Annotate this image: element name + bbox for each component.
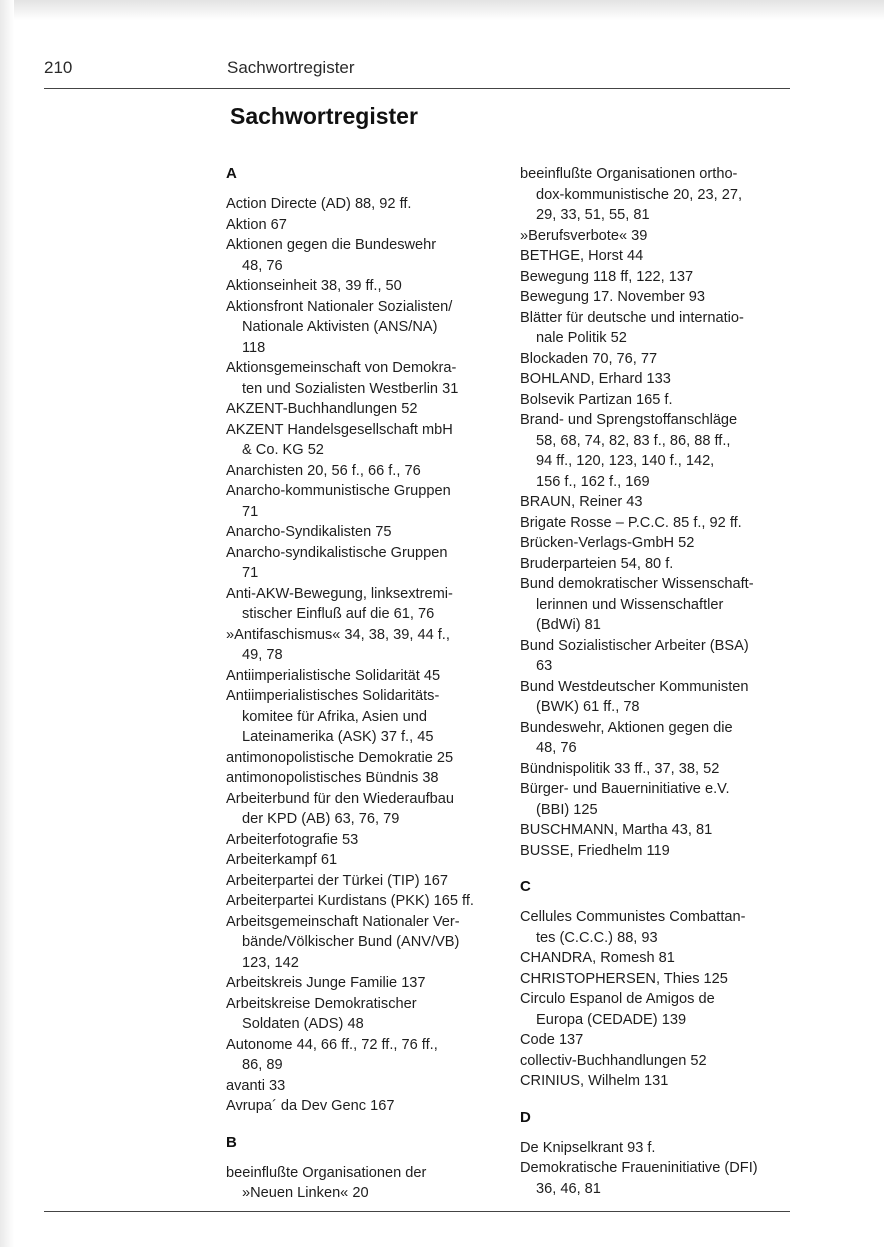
index-entry: Bund Westdeutscher Kommunisten (BWK) 61 ff., 78	[520, 678, 749, 715]
index-entry: Arbeitsgemeinschaft Nationaler Ver- bände/Völkischer Bund (ANV/VB) 123, 142	[226, 913, 460, 971]
page-header	[44, 58, 790, 82]
index-entry: Anarchisten 20, 56 f., 66 f., 76	[226, 462, 421, 479]
section-letter: C	[520, 878, 531, 895]
index-entry: AKZENT-Buchhandlungen 52	[226, 401, 418, 417]
index-entry: Arbeiterbund für den Wiederaufbau der KPD (AB) 63, 76, 79	[226, 790, 454, 827]
index-section	[520, 164, 792, 861]
index-entry: Bewegung 17. November 93	[520, 289, 705, 305]
section-spacer	[520, 1092, 792, 1108]
index-entry: Circulo Espanol de Amigos de Europa (CEDADE) 139	[520, 991, 715, 1028]
index-entry: Aktionsgemeinschaft von Demokra- ten und Sozialisten Westberlin 31	[226, 360, 459, 397]
index-entry: Brücken-Verlags-GmbH 52	[520, 535, 695, 551]
index-entry: beeinflußte Organisationen der »Neuen Linken« 20	[226, 1164, 427, 1201]
section-letter: D	[520, 1108, 531, 1126]
index-entry: Bolsevik Partizan 165 f.	[520, 391, 673, 408]
index-entry: Arbeiterkampf 61	[226, 852, 338, 868]
page-title: Sachwortregister	[230, 103, 418, 129]
section-letter: B	[226, 1133, 237, 1151]
index-entry: De Knipselkrant 93 f.	[520, 1139, 656, 1156]
index-entry: Arbeitskreise Demokratischer Soldaten (ADS) 48	[226, 995, 417, 1032]
index-entry: Arbeiterpartei Kurdistans (PKK) 165 ff.	[226, 893, 474, 909]
index-entry: Arbeitskreis Junge Familie 137	[226, 975, 426, 991]
index-entry: Anarcho-syndikalistische Gruppen 71	[226, 544, 448, 581]
section-letter: A	[226, 165, 237, 182]
index-entry: Bündnispolitik 33 ff., 37, 38, 52	[520, 760, 720, 777]
index-entry: beeinflußte Organisationen ortho- dox-kommunistische 20, 23, 27, 29, 33, 51, 55, 81	[520, 166, 743, 223]
index-entry: »Berufsverbote« 39	[520, 227, 648, 244]
section-spacer	[226, 1117, 498, 1133]
index-entry: Bundeswehr, Aktionen gegen die 48, 76	[520, 719, 733, 756]
index-entry: Anti-AKW-Bewegung, linksextremi- stischer Einfluß auf die 61, 76	[226, 585, 453, 622]
index-entry: Arbeiterfotografie 53	[226, 831, 359, 848]
index-entry: Demokratische Fraueninitiative (DFI) 36, 46, 81	[520, 1160, 758, 1197]
index-entry: Brigate Rosse – P.C.C. 85 f., 92 ff.	[520, 514, 742, 531]
index-entry: Anarcho-Syndikalisten 75	[226, 524, 392, 540]
index-entry: BUSSE, Friedhelm 119	[520, 842, 670, 859]
index-entry: AKZENT Handelsgesellschaft mbH & Co. KG 52	[226, 421, 453, 458]
page-number: 210	[44, 58, 73, 77]
index-entry: Aktionen gegen die Bundeswehr 48, 76	[226, 237, 437, 274]
index-section	[520, 1092, 792, 1200]
index-entry: Arbeiterpartei der Türkei (TIP) 167	[226, 872, 448, 889]
page-shadow-left	[0, 0, 14, 1247]
index-entry: Action Directe (AD) 88, 92 ff.	[226, 196, 412, 212]
index-entry: Blätter für deutsche und internatio- nale Politik 52	[520, 309, 744, 346]
index-entry: BUSCHMANN, Martha 43, 81	[520, 822, 713, 838]
index-column-left	[226, 164, 498, 1204]
index-entry: Bund Sozialistischer Arbeiter (BSA) 63	[520, 637, 749, 674]
index-entry: Aktion 67	[226, 216, 287, 233]
index-entry: Bruderparteien 54, 80 f.	[520, 555, 674, 572]
index-section	[520, 861, 792, 1092]
index-entry: Anarcho-kommunistische Gruppen 71	[226, 483, 451, 520]
index-entry: Aktionsfront Nationaler Sozialisten/ Nationale Aktivisten (ANS/NA) 118	[226, 298, 453, 356]
index-column-right	[520, 164, 792, 1199]
index-entry: Antiimperialistisches Solidaritäts- komitee für Afrika, Asien und Lateinamerika (ASK) 37 f., 45	[226, 688, 440, 745]
section-spacer	[520, 861, 792, 877]
running-head: Sachwortregister	[227, 58, 355, 77]
index-entry: CRINIUS, Wilhelm 131	[520, 1073, 669, 1089]
index-section	[226, 1117, 498, 1204]
index-entry: BRAUN, Reiner 43	[520, 494, 643, 510]
index-entry: avanti 33	[226, 1077, 286, 1094]
index-entry: Avrupa´ da Dev Genc 167	[226, 1098, 395, 1114]
index-entry: Antiimperialistische Solidarität 45	[226, 667, 441, 684]
index-entry: Cellules Communistes Combattan- tes (C.C.C.) 88, 93	[520, 909, 746, 946]
index-entry: Aktionseinheit 38, 39 ff., 50	[226, 278, 402, 294]
index-entry: Bewegung 118 ff, 122, 137	[520, 268, 694, 285]
index-entry: BETHGE, Horst 44	[520, 248, 644, 264]
index-entry: »Antifaschismus« 34, 38, 39, 44 f., 49, 78	[226, 626, 450, 663]
index-entry: CHRISTOPHERSEN, Thies 125	[520, 970, 728, 987]
header-rule	[44, 88, 790, 89]
page-shadow-top	[0, 0, 884, 20]
index-entry: BOHLAND, Erhard 133	[520, 371, 671, 387]
index-entry: Brand- und Sprengstoffanschläge 58, 68, 74, 82, 83 f., 86, 88 ff., 94 ff., 120, 123, 140 f., 142, 156 f., 162 f., 169	[520, 412, 738, 490]
index-entry: Autonome 44, 66 ff., 72 ff., 76 ff., 86, 89	[226, 1036, 438, 1073]
footer-rule	[44, 1211, 790, 1212]
index-entry: Bürger- und Bauerninitiative e.V. (BBI) 125	[520, 781, 730, 818]
index-entry: Code 137	[520, 1032, 584, 1048]
index-entry: antimonopolistische Demokratie 25	[226, 749, 454, 766]
index-entry: CHANDRA, Romesh 81	[520, 950, 675, 966]
index-entry: collectiv-Buchhandlungen 52	[520, 1052, 707, 1069]
index-entry: Bund demokratischer Wissenschaft- lerinnen und Wissenschaftler (BdWi) 81	[520, 576, 754, 633]
index-entry: Blockaden 70, 76, 77	[520, 350, 658, 367]
index-entry: antimonopolistisches Bündnis 38	[226, 770, 439, 786]
index-section	[226, 164, 498, 1117]
